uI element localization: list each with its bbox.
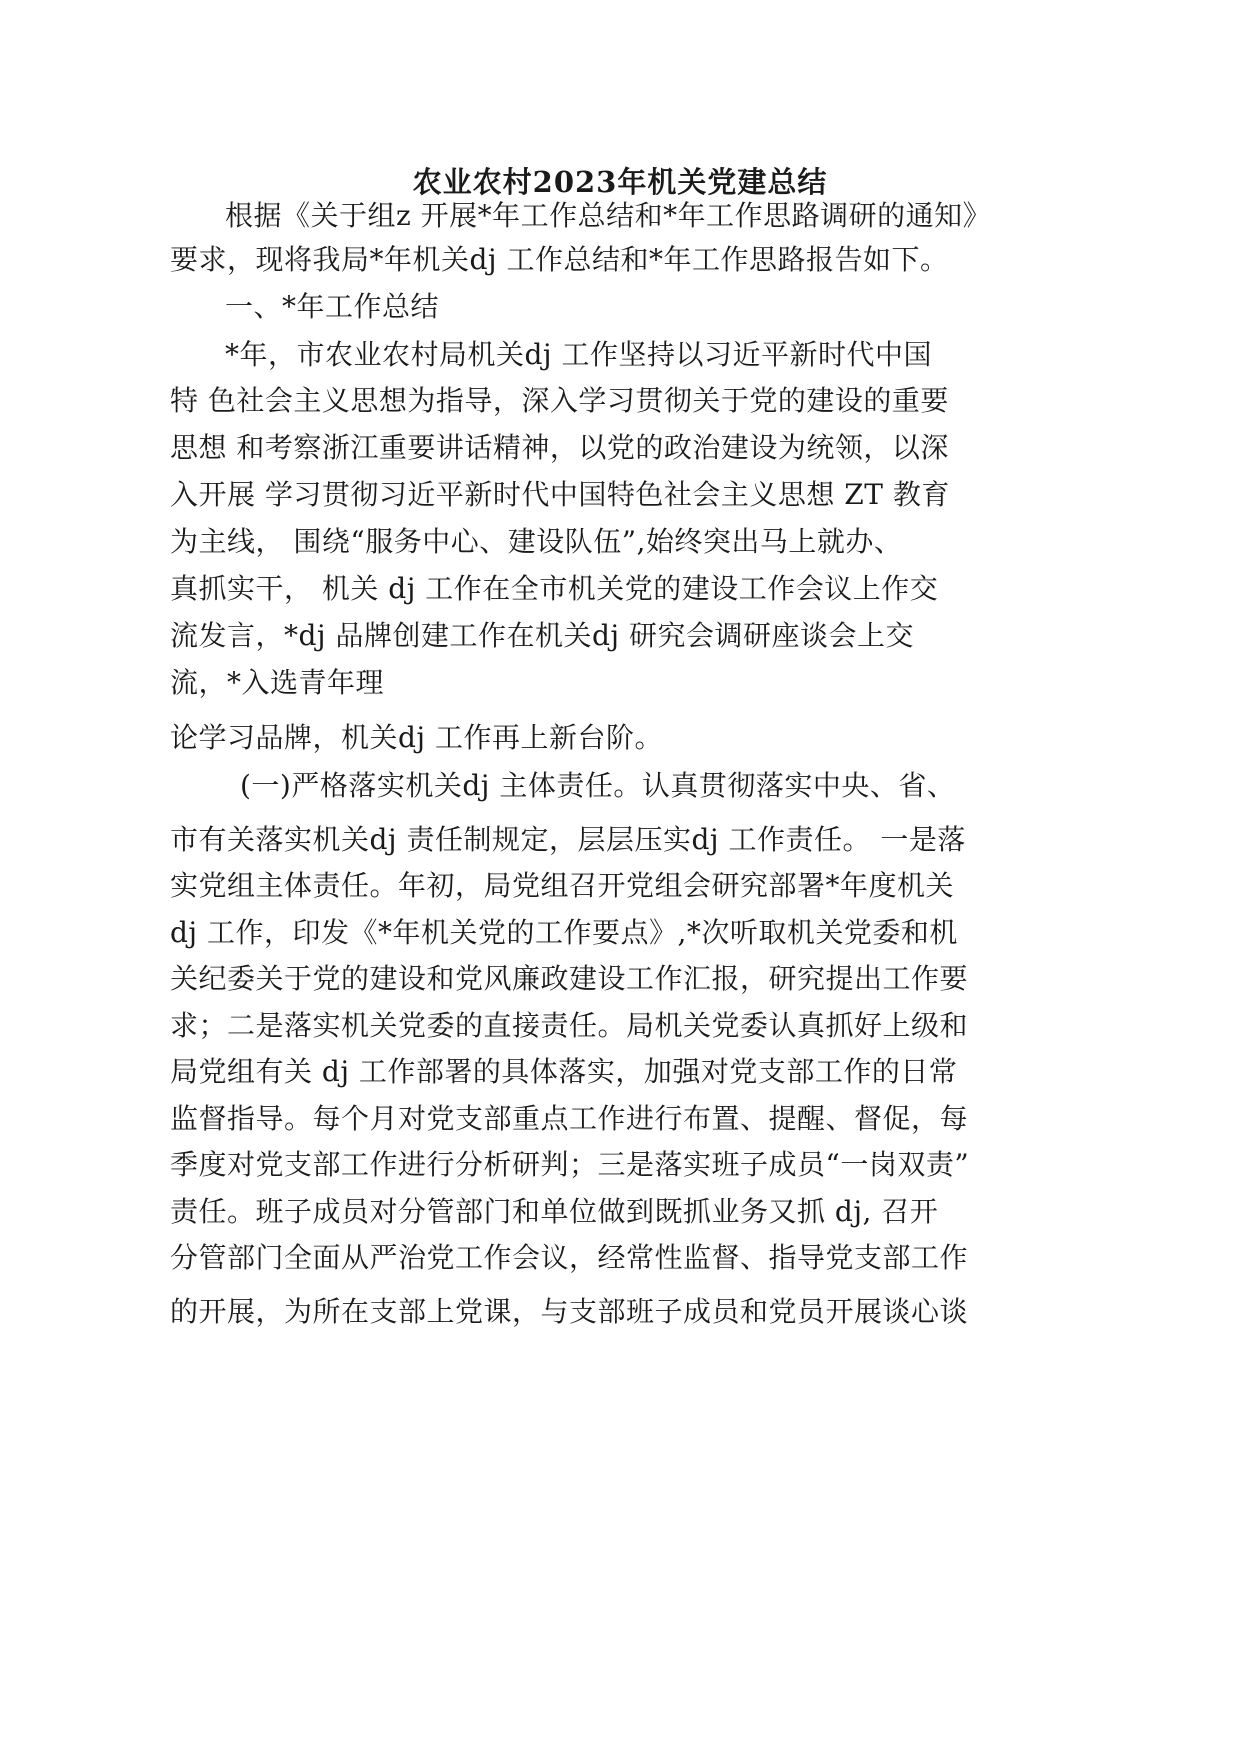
paragraph-line: 责任。班子成员对分管部门和单位做到既抓业务又抓 dj, 召开 — [170, 1195, 939, 1228]
paragraph-line: 论学习品牌，机关dj 工作再上新台阶。 — [170, 721, 664, 754]
paragraph-line: 季度对党支部工作进行分析研判；三是落实班子成员“一岗双责” — [170, 1148, 970, 1181]
section-heading: 一、*年工作总结 — [225, 290, 440, 323]
paragraph-line: 监督指导。每个月对党支部重点工作进行布置、提醒、督促，每 — [170, 1102, 969, 1135]
paragraph-line: *年，市农业农村局机关dj 工作坚持以习近平新时代中国 — [225, 338, 933, 371]
paragraph-line: dj 工作，印发《*年机关党的工作要点》,*次听取机关党委和机 — [170, 916, 958, 949]
paragraph-line: 入开展 学习贯彻习近平新时代中国特色社会主义思想 ZT 教育 — [170, 478, 950, 511]
paragraph-line: 流发言，*dj 品牌创建工作在机关dj 研究会调研座谈会上交 — [170, 619, 915, 652]
paragraph-line: 求；二是落实机关党委的直接责任。局机关党委认真抓好上级和 — [170, 1009, 969, 1042]
paragraph-line: 实党组主体责任。年初，局党组召开党组会研究部署*年度机关 — [170, 869, 955, 902]
paragraph-line: 根据《关于组z 开展*年工作总结和*年工作思路调研的通知》 — [225, 199, 992, 232]
paragraph-line: 流，*入选青年理 — [170, 666, 385, 699]
paragraph-line: 局党组有关 dj 工作部署的具体落实，加强对党支部工作的日常 — [170, 1055, 958, 1088]
paragraph-line: 思想 和考察浙江重要讲话精神，以党的政治建设为统领，以深 — [170, 431, 949, 464]
paragraph-line: 特 色社会主义思想为指导，深入学习贯彻关于党的建设的重要 — [170, 384, 949, 417]
paragraph-line: 为主线， 围绕“服务中心、建设队伍”,始终突出马上就办、 — [170, 525, 903, 558]
document-title: 农业农村2023年机关党建总结 — [412, 165, 828, 199]
paragraph-line: 关纪委关于党的建设和党风廉政建设工作汇报，研究提出工作要 — [170, 962, 969, 995]
paragraph-line: 真抓实干， 机关 dj 工作在全市机关党的建设工作会议上作交 — [170, 572, 939, 605]
paragraph-line: 市有关落实机关dj 责任制规定，层层压实dj 工作责任。 一是落 — [170, 823, 966, 856]
subsection-heading: (一)严格落实机关dj 主体责任。认真贯彻落实中央、省、 — [240, 769, 956, 802]
paragraph-line: 分管部门全面从严治党工作会议，经常性监督、指导党支部工作 — [170, 1241, 969, 1274]
paragraph-line: 要求，现将我局*年机关dj 工作总结和*年工作思路报告如下。 — [170, 243, 949, 276]
paragraph-line: 的开展，为所在支部上党课，与支部班子成员和党员开展谈心谈 — [170, 1295, 969, 1328]
